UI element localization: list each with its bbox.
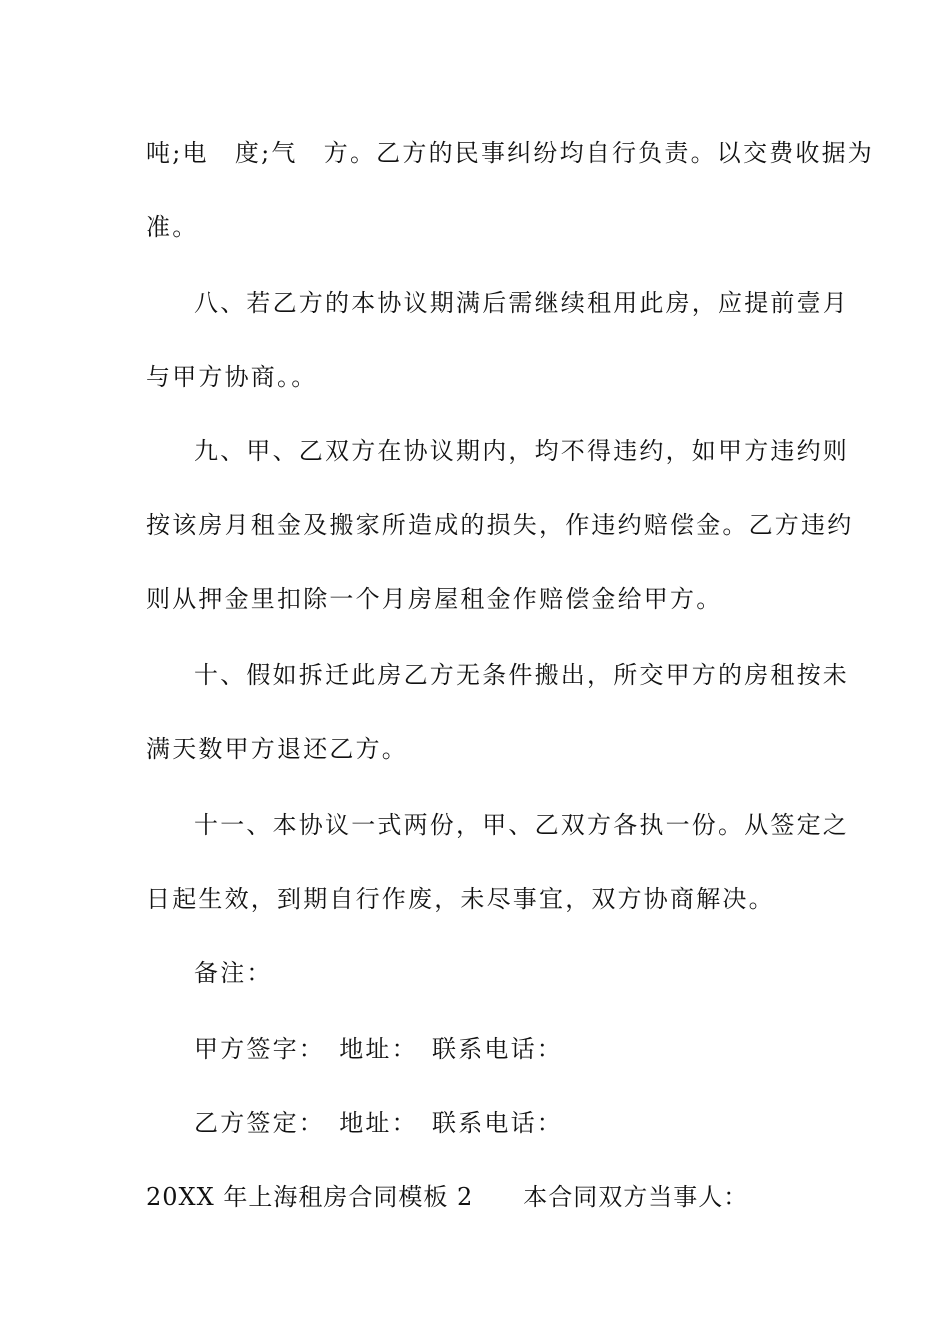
clause-10-line-1: 十、假如拆迁此房乙方无条件搬出，所交甲方的房租按未 xyxy=(194,661,849,689)
party-a-signature-line: 甲方签字： 地址： 联系电话： xyxy=(194,1035,563,1063)
next-document-heading xyxy=(146,1182,748,1212)
notes-label: 备注： xyxy=(194,959,273,987)
party-b-signature-line: 乙方签定： 地址： 联系电话： xyxy=(194,1109,563,1137)
clause-11-line-1: 十一、本协议一式两份，甲、乙双方各执一份。从签定之 xyxy=(194,811,849,839)
clause-8-line-1: 八、若乙方的本协议期满后需继续租用此房，应提前壹月 xyxy=(194,289,849,317)
paragraph-line: 准。 xyxy=(146,213,199,241)
clause-10-line-2: 满天数甲方退还乙方。 xyxy=(146,735,408,763)
clause-9-line-3: 则从押金里扣除一个月房屋租金作赔偿金给甲方。 xyxy=(146,585,723,613)
clause-9-line-1: 九、甲、乙双方在协议期内，均不得违约，如甲方违约则 xyxy=(194,437,849,465)
paragraph-line: 吨;电 度;气 方。乙方的民事纠纷均自行负责。以交费收据为 xyxy=(146,139,874,167)
clause-11-line-2: 日起生效，到期自行作废，未尽事宜，双方协商解决。 xyxy=(146,885,775,913)
next-document-title: 20XX 年上海租房合同模板 2 xyxy=(146,1183,474,1211)
clause-9-line-2: 按该房月租金及搬家所造成的损失，作违约赔偿金。乙方违约 xyxy=(146,511,854,539)
next-document-subtitle: 本合同双方当事人： xyxy=(523,1183,749,1211)
clause-8-line-2: 与甲方协商。。 xyxy=(146,363,318,391)
